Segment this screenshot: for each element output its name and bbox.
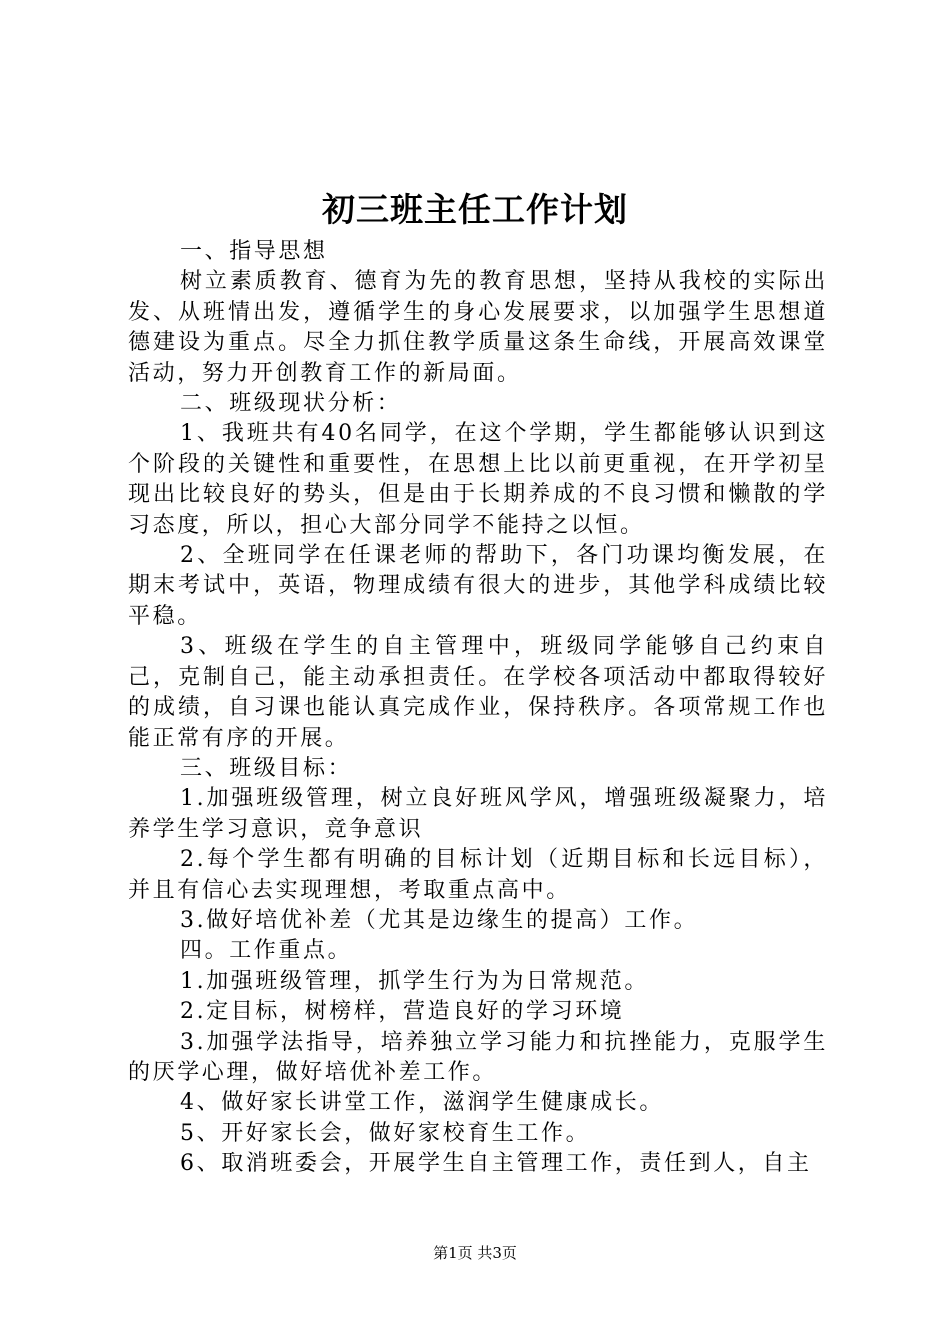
section-heading-guiding-thought: 一、指导思想	[180, 239, 328, 264]
paragraph: 树立素质教育、德育为先的教育思想，坚持从我校的实际出发、从班情出发，遵循学生的身心发展要求，以加强学生思想道德建设为重点。尽全力抓住教学质量这条生命线，开展高效课堂活动，努力开创教育工作的新局面。	[128, 269, 828, 386]
page-footer: 第1页 共3页	[433, 1244, 517, 1262]
paragraph: 1、我班共有40名同学，在这个学期，学生都能够认识到这个阶段的关键性和重要性，在思想上比以前更重视，在开学初呈现出比较良好的势头，但是由于长期养成的不良习惯和懒散的学习态度，所以，担心大部分同学不能持之以恒。	[128, 421, 828, 538]
list-item: 4、做好家长讲堂工作，滋润学生健康成长。	[180, 1090, 664, 1116]
paragraph: 3、班级在学生的自主管理中，班级同学能够自己约束自己，克制自己，能主动承担责任。在学校各项活动中都取得较好的成绩，自习课也能认真完成作业，保持秩序。各项常规工作也能正常有序的开展。	[128, 634, 828, 751]
paragraph: 2、全班同学在任课老师的帮助下，各门功课均衡发展，在期末考试中，英语，物理成绩有很大的进步，其他学科成绩比较平稳。	[128, 543, 828, 629]
section-heading-class-analysis: 二、班级现状分析：	[180, 391, 402, 417]
list-item: 1.加强班级管理，抓学生行为为日常规范。	[180, 968, 649, 994]
document-title: 初三班主任工作计划	[322, 190, 628, 229]
list-item: 1.加强班级管理，树立良好班风学风，增强班级凝聚力，培养学生学习意识，竞争意识	[128, 786, 828, 842]
section-heading-work-focus: 四。工作重点。	[180, 938, 353, 964]
list-item: 5、开好家长会，做好家校育生工作。	[180, 1120, 591, 1146]
list-item: 2.定目标，树榜样，营造良好的学习环境	[180, 999, 625, 1025]
list-item: 3.加强学法指导，培养独立学习能力和抗挫能力，克服学生的厌学心理，做好培优补差工作。	[128, 1029, 828, 1085]
section-heading-class-goals: 三、班级目标：	[180, 755, 353, 781]
document-body	[128, 237, 828, 1180]
list-item: 3.做好培优补差（尤其是边缘生的提高）工作。	[180, 907, 699, 933]
list-item: 2.每个学生都有明确的目标计划（近期目标和长远目标），并且有信心去实现理想，考取重点高中。	[128, 847, 828, 903]
list-item: 6、取消班委会，开展学生自主管理工作，责任到人，自主	[180, 1151, 812, 1177]
